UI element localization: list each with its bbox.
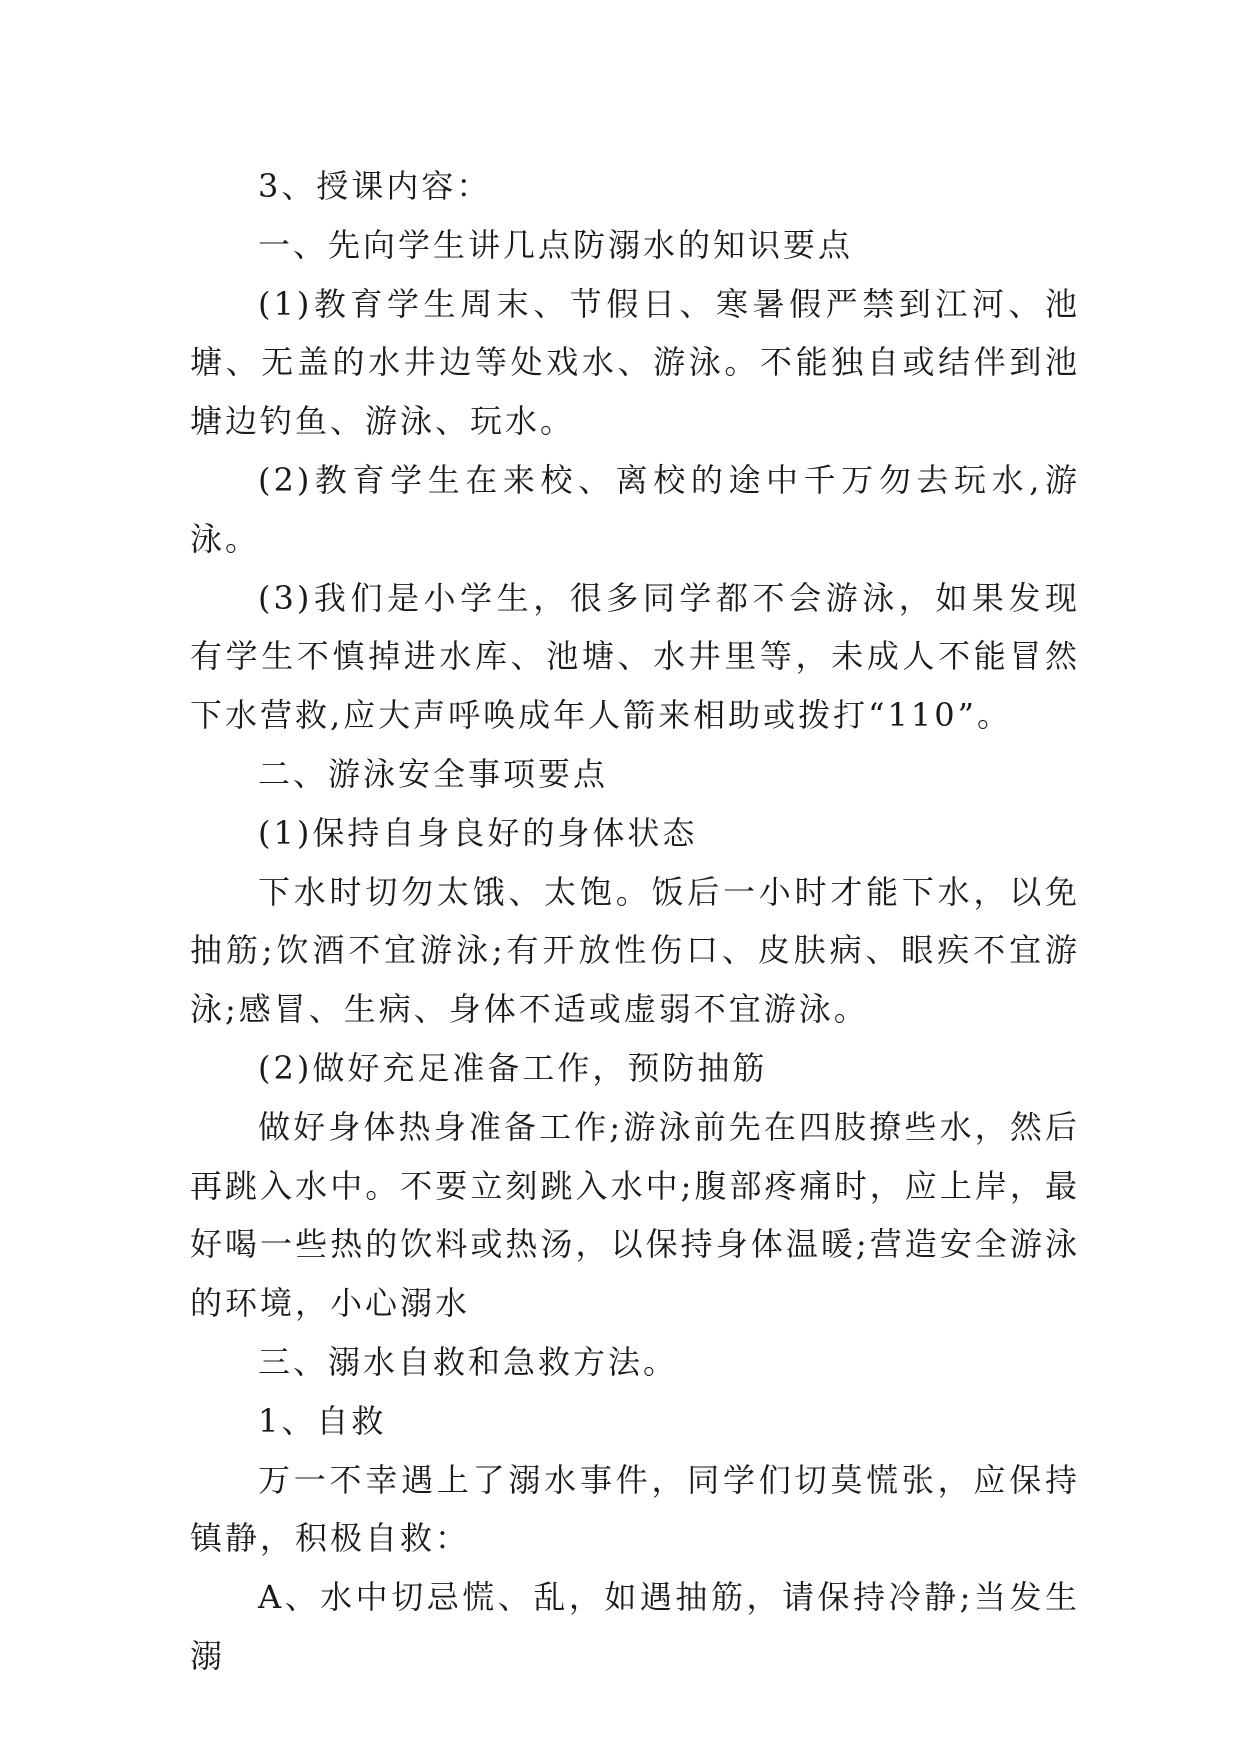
paragraph-body-1: 下水时切勿太饿、太饱。饭后一小时才能下水，以免抽筋;饮酒不宜游泳;有开放性伤口、皮肤病、眼疾不宜游泳;感冒、生病、身体不适或虚弱不宜游泳。 <box>190 872 1080 1029</box>
paragraph-body-3: 万一不幸遇上了溺水事件，同学们切莫慌张，应保持镇静，积极自救： <box>190 1460 1080 1558</box>
paragraph-subheading-1: (1)保持自身良好的身体状态 <box>258 813 698 852</box>
paragraph-subheading-2: (2)做好充足准备工作，预防抽筋 <box>258 1048 768 1087</box>
paragraph-section-heading: 3、授课内容： <box>258 167 492 205</box>
paragraph-heading-3: 三、溺水自救和急救方法。 <box>258 1342 679 1381</box>
paragraph-item-1: (1)教育学生周末、节假日、寒暑假严禁到江河、池塘、无盖的水井边等处戏水、游泳。不能独自或结伴到池塘边钓鱼、游泳、玩水。 <box>190 284 1080 441</box>
paragraph-body-2: 做好身体热身准备工作;游泳前先在四肢撩些水，然后再跳入水中。不要立刻跳入水中;腹部疼痛时，应上岸，最好喝一些热的饮料或热汤，以保持身体温暖;营造安全游泳的环境，小心溺水 <box>190 1107 1080 1323</box>
paragraph-item-2: (2)教育学生在来校、离校的途中千万勿去玩水,游泳。 <box>190 460 1080 558</box>
paragraph-heading-1: 一、先向学生讲几点防溺水的知识要点 <box>258 225 854 264</box>
document-body <box>190 157 1080 1686</box>
paragraph-subheading-3: 1、自救 <box>258 1401 387 1440</box>
paragraph-item-3: (3)我们是小学生，很多同学都不会游泳，如果发现有学生不慎掉进水库、池塘、水井里等，未成人不能冒然下水营救,应大声呼唤成年人箭来相助或拨打“110”。 <box>190 578 1080 735</box>
paragraph-heading-2: 二、游泳安全事项要点 <box>258 754 609 793</box>
paragraph-body-4: A、水中切忌慌、乱，如遇抽筋，请保持冷静;当发生溺 <box>190 1578 1080 1675</box>
